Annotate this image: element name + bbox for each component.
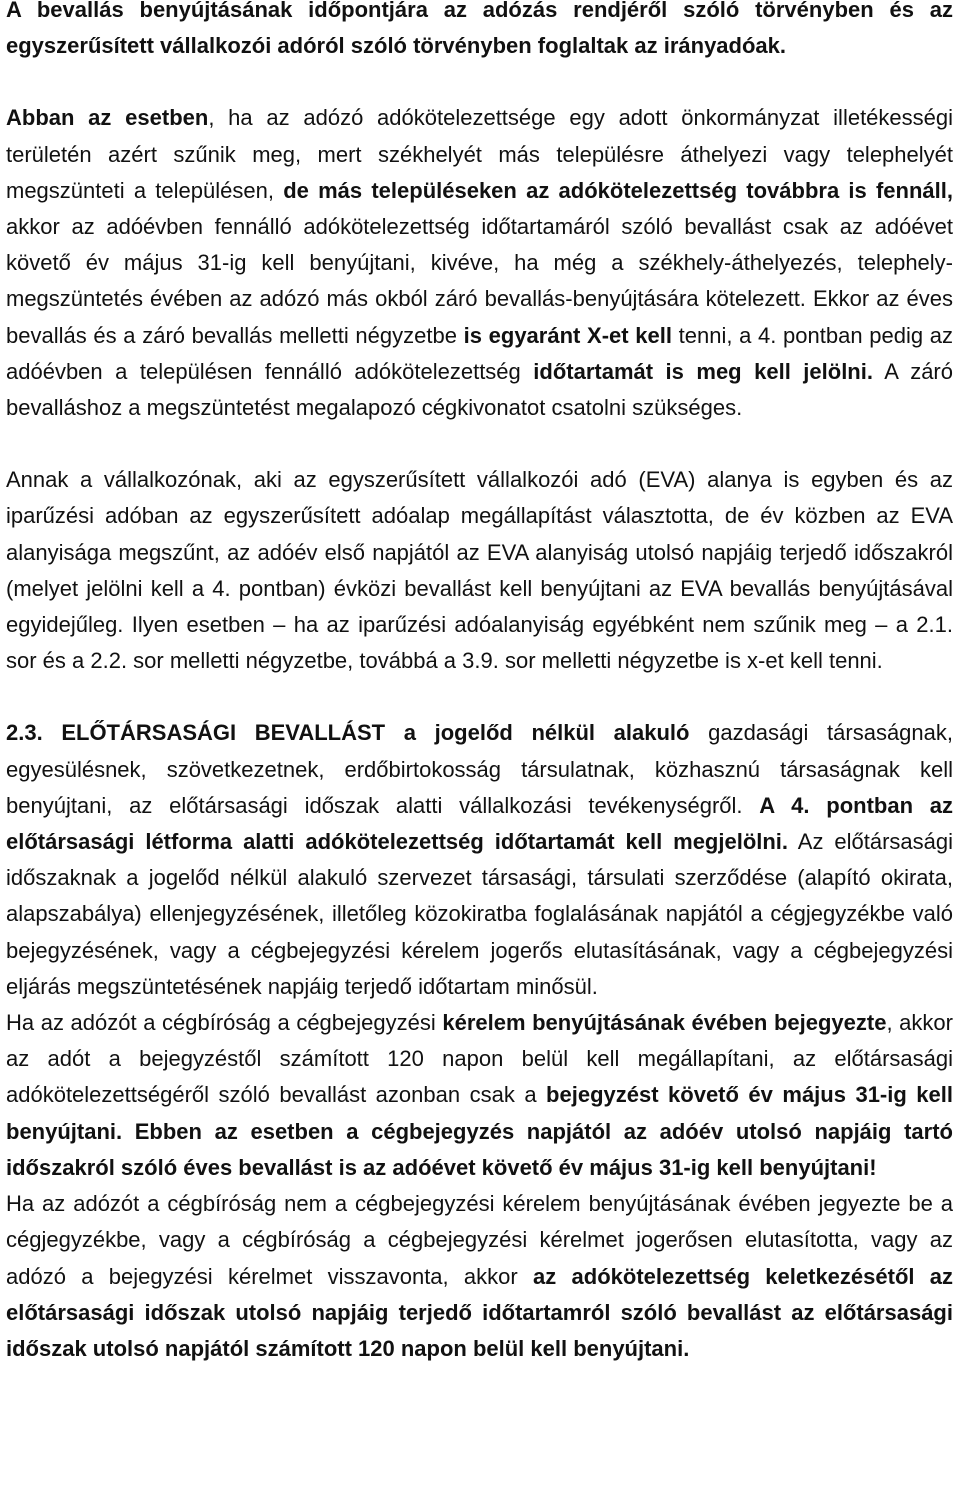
paragraph-eva: Annak a vállalkozónak, aki az egyszerűsített vállalkozói adó (EVA) alanya is egyben és az iparűzési adóban az egyszerűsített adóalap megállapítást választotta, de év közben az EVA alanyisága megszűnt, az adóév első napjától az EVA alanyiság utolsó napjáig terjedő időszakról (melyet jelölni kell a 4. pontban) évközi bevallást kell benyújtani az EVA bevallás benyújtásával egyidejűleg. Ilyen esetben – ha az iparűzési adóalanyiság egyébként nem szűnik meg – a 2.1. sor és a 2.2. sor melletti négyzetbe, továbbá a 3.9. sor melletti négyzetbe is x-et kell tenni. [6, 467, 953, 674]
paragraph-pre-company: 2.3. ELŐTÁRSASÁGI BEVALLÁST a jogelőd nélkül alakuló gazdasági társaságnak, egyesülésnek, szövetkezetnek, erdőbirtokosság társulatnak, közhasznú társaságnak kell benyújtani, az előtársasági időszak alatti vállalkozási tevékenységről. A 4. pontban az előtársasági létforma alatti adókötelezettség időtartamát kell megjelölni. Az előtársasági időszaknak a jogelőd nélkül alakuló szervezet társasági, társulati szerződése (alapító okirata, alapszabálya) ellenjegyzésének, illetőleg közokiratba foglalásának napjától a cégjegyzékbe való bejegyzésének, vagy a cégbejegyzési kérelem jogerős elutasításának, vagy a cégbejegyzési eljárás megszüntetésének napjáig terjedő időtartam minősül. [6, 720, 954, 999]
section-heading: 2.3. ELŐTÁRSASÁGI BEVALLÁST a jogelőd nélkül alakuló [6, 720, 690, 746]
paragraph-registration-other: Ha az adózót a cégbíróság nem a cégbejegyzési kérelem benyújtásának évében jegyezte be a cégjegyzékbe, vagy a cégbíróság a cégbejegyzési kérelmet jogerősen elutasította, vagy az adózó a bejegyzési kérelmet visszavonta, akkor az adókötelezettség keletkezésétől az előtársasági időszak utolsó napjáig terjedő időtartamról szóló bevallást az előtársasági időszak utolsó napjától számított 120 napon belül kell benyújtani. [6, 1191, 954, 1361]
paragraph-registration-same-year: Ha az adózót a cégbíróság a cégbejegyzési kérelem benyújtásának évében bejegyezte, akkor az adót a bejegyzéstől számított 120 napon belül kell megállapítani, az előtársasági adókötelezettségéről szóló bevallást azonban csak a bejegyzést követő év május 31-ig kell benyújtani. Ebben az esetben a cégbejegyzés napjától az adóév utolsó napjáig tartó időszakról szóló éves bevallást is az adóévet követő év május 31-ig kell benyújtani! [6, 1010, 953, 1180]
bold-phrase: A 4. pontban az előtársasági létforma alatti adókötelezettség időtartamát kell megjelölni. [6, 792, 954, 855]
bold-phrase: bejegyzést követő év május 31-ig kell benyújtani. Ebben az esetben a cégbejegyzés napjától az adóév utolsó napjáig tartó időszakról szóló éves bevallást is az adóévet követő év május 31-ig kell benyújtani! [6, 1082, 953, 1180]
paragraph-relocation: Abban az esetben, ha az adózó adókötelezettsége egy adott önkormányzat illetékességi területén azért szűnik meg, mert székhelyét más településre áthelyezi vagy telephelyét megszünteti a településen, de más településeken az adókötelezettség továbbra is fennáll, akkor az adóévben fennálló adókötelezettség időtartamáról szóló bevallást csak az adóévet követő év május 31-ig kell benyújtani, kivéve, ha még a székhely-áthelyezés, telephely-megszüntetés évében az adózó más okból záró bevallás-benyújtására kötelezett. Ekkor az éves bevallás és a záró bevallás melletti négyzetbe is egyaránt X-et kell tenni, a 4. pontban pedig az adóévben a településen fennálló adókötelezettség időtartamát is meg kell jelölni. A záró bevalláshoz a megszüntetést megalapozó cégkivonatot csatolni szükséges. [6, 105, 954, 421]
spacer [6, 426, 953, 462]
paragraph-filing-deadline: A bevallás benyújtásának időpontjára az adózás rendjéről szóló törvényben és az egyszerűsített vállalkozói adóról szóló törvényben foglaltak az irányadóak. [6, 0, 953, 59]
document-page [6, 0, 953, 1367]
spacer [6, 64, 953, 100]
bold-phrase: Abban az esetben [6, 105, 209, 131]
spacer [6, 679, 953, 715]
bold-phrase: kérelem benyújtásának évében bejegyezte [442, 1010, 887, 1036]
bold-phrase: is egyaránt X-et kell [463, 322, 672, 348]
bold-phrase: az adókötelezettség keletkezésétől az előtársasági időszak utolsó napjáig terjedő időtartamról szóló bevallást az előtársasági időszak utolsó napjától számított 120 napon belül kell benyújtani. [6, 1263, 954, 1361]
bold-phrase: időtartamát is meg kell jelölni. [533, 358, 873, 384]
bold-phrase: de más településeken az adókötelezettség továbbra is fennáll, [283, 177, 953, 203]
